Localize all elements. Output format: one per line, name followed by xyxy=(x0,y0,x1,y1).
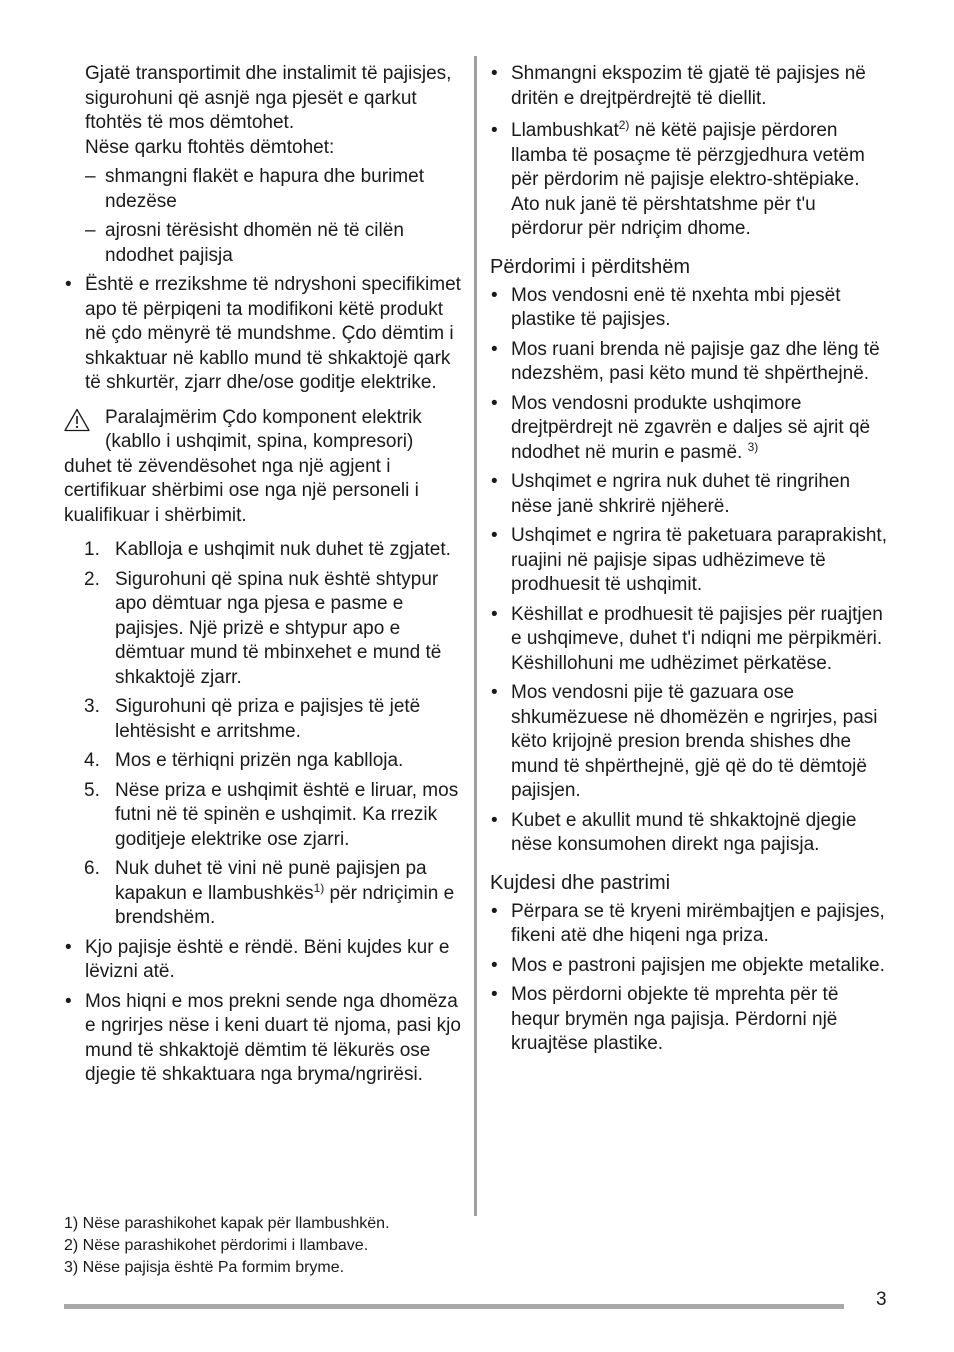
numbered-item xyxy=(64,779,462,853)
list-item xyxy=(64,990,462,1088)
list-item xyxy=(64,165,462,214)
item-text: Mos e tërhiqni prizën nga kablloja. xyxy=(115,750,404,771)
bullet-marker: • xyxy=(491,63,498,84)
bullet-list xyxy=(490,284,888,858)
warning-text-rest: duhet të zëvendësohet nga një agjent i certifikuar shërbimi ose nga një personeli i kualifikuar i shërbimit. xyxy=(64,455,419,526)
footnote: 2) Nëse parashikohet përdorimi i llambave. xyxy=(64,1237,369,1254)
right-column xyxy=(490,62,888,1057)
list-item-text: Mos vendosni pije të gazuara ose shkumëzuese në dhomëzën e ngrirjes, pasi këto krijojnë presion brenda shishes dhe mund të shpërthejnë, gjë që do të dëmtojë pajisjen. xyxy=(511,682,878,801)
footnote-ref: 2) xyxy=(618,118,630,132)
list-item xyxy=(490,900,888,949)
bullet-marker: • xyxy=(491,809,498,831)
numbered-item xyxy=(64,857,462,931)
column-divider xyxy=(474,56,477,1216)
intro-paragraph: Gjatë transportimit dhe instalimit të pajisjes, sigurohuni që asnjë nga pjesët e qarkut ftohtës të mos dëmtohet. xyxy=(85,63,452,133)
list-item-text: Mos e pastroni pajisjen me objekte metalike. xyxy=(511,954,885,976)
bullet-marker: • xyxy=(65,274,72,295)
numbered-item xyxy=(64,695,462,744)
list-item-text-end: në këtë pajisje përdoren llamba të posaçme të përzgjedhura vetëm për përdorim në pajisje elektro-shtëpiake. Ato nuk janë të përshtatshme për t'u përdorur për ndriçim dhome. xyxy=(511,120,865,239)
item-number: 5. xyxy=(84,779,100,801)
footnote-ref: 3) xyxy=(747,439,759,454)
list-item xyxy=(490,983,888,1057)
list-item-text: Kubet e akullit mund të shkaktojnë djegie nëse konsumohen direkt nga pajisja. xyxy=(511,809,857,855)
list-item xyxy=(490,392,888,466)
left-column xyxy=(64,62,462,1088)
list-item xyxy=(490,470,888,519)
warning-triangle-icon xyxy=(64,408,90,432)
list-item xyxy=(490,338,888,387)
section-heading-care-cleaning: Kujdesi dhe pastrimi xyxy=(490,871,671,894)
list-item-text: Ushqimet e ngrira nuk duhet të ringrihen nëse janë shkrirë njëherë. xyxy=(511,471,851,517)
bullet-marker: • xyxy=(491,338,498,360)
item-text: Sigurohuni që spina nuk është shtypur apo dëmtuar nga pjesa e pasme e pajisjes. Një prizë e shtypur apo e dëmtuar mund të mbinxehet e mund të shkaktojë zjarr. xyxy=(115,568,442,688)
item-number: 3. xyxy=(84,696,100,717)
dash-marker: – xyxy=(85,220,96,241)
item-text: Sigurohuni që priza e pajisjes të jetë lehtësisht e arritshme. xyxy=(115,696,421,742)
list-item-text: Mos ruani brenda në pajisje gaz dhe lëng të ndezshëm, pasi këto mund të shpërthejnë. xyxy=(511,338,880,384)
list-item xyxy=(490,524,888,598)
list-item-text: Është e rrezikshme të ndryshoni specifikimet apo të përpiqeni ta modifikoni këtë produkt në çdo mënyrë të mundshme. Çdo dëmtim i shkaktuar në kabllo mund të shkaktojë qark të shkurtër, zjarr dhe/ose goditje elektrike. xyxy=(85,274,461,393)
list-item xyxy=(490,284,888,333)
intro-block xyxy=(64,62,462,160)
item-number: 2. xyxy=(84,568,100,590)
list-item xyxy=(490,119,888,242)
warning-text: Çdo komponent elektrik (kabllo i ushqimit, spina, kompresori) xyxy=(105,406,422,452)
page-number: 3 xyxy=(876,1289,887,1310)
intro-condition: Nëse qarku ftohtës dëmtohet: xyxy=(85,136,335,158)
item-number: 6. xyxy=(84,858,100,879)
dash-list xyxy=(64,165,462,268)
bullet-marker: • xyxy=(491,120,498,141)
dash-marker: – xyxy=(85,166,96,187)
item-text: Nëse priza e ushqimit është e liruar, mos futni në të spinën e ushqimit. Ka rrezik goditjeje elektrike ose zjarri. xyxy=(115,779,459,850)
bullet-marker: • xyxy=(491,984,498,1005)
list-item-text: Mos hiqni e mos prekni sende nga dhomëza e ngrirjes nëse i keni duart të njoma, pasi kjo mund të shkaktojë dëmtim të lëkurës ose djegie të shkaktuara nga bryma/ngrirësi. xyxy=(85,990,461,1085)
list-item-text: Ushqimet e ngrira të paketuara paraprakisht, ruajini në pajisje sipas udhëzimeve të prodhuesit të ushqimit. xyxy=(511,525,887,595)
list-item xyxy=(490,603,888,677)
warning-head xyxy=(64,406,462,455)
list-item-text: Këshillat e prodhuesit të pajisjes për ruajtjen e ushqimeve, duhet t'i ndiqni me përpikmëri. Këshillohuni me udhëzimet përkatëse. xyxy=(511,603,883,674)
footnote-ref: 1) xyxy=(313,880,325,895)
numbered-item xyxy=(64,568,462,691)
list-item xyxy=(64,936,462,985)
bullet-marker: • xyxy=(491,603,498,625)
footnote: 3) Nëse pajisja është Pa formim bryme. xyxy=(64,1259,345,1276)
list-item xyxy=(490,809,888,858)
item-number: 4. xyxy=(84,750,100,771)
list-item xyxy=(64,219,462,268)
bullet-marker: • xyxy=(491,954,498,976)
numbered-list xyxy=(64,538,462,931)
bullet-marker: • xyxy=(491,471,498,492)
warning-block xyxy=(64,406,462,529)
list-item-text: Shmangni ekspozim të gjatë të pajisjes në dritën e drejtpërdrejtë të diellit. xyxy=(511,63,866,109)
list-item xyxy=(490,62,888,111)
list-item-text: Përpara se të kryeni mirëmbajtjen e pajisjes, fikeni atë dhe hiqeni nga priza. xyxy=(511,900,885,946)
bullet-marker: • xyxy=(65,990,72,1012)
numbered-item xyxy=(64,749,462,774)
bullet-marker: • xyxy=(491,682,498,703)
numbered-item xyxy=(64,538,462,563)
list-item-text: Mos përdorni objekte të mprehta për të hequr brymën nga pajisja. Përdorni një kruajtëse plastike. xyxy=(511,984,839,1054)
item-text: Nuk duhet të vini në punë pajisjen pa kapakun e llambushkës xyxy=(115,858,427,904)
bullet-list xyxy=(490,900,888,1057)
section-heading-daily-use: Përdorimi i përditshëm xyxy=(490,255,691,278)
item-text-end: për ndriçimin e brendshëm. xyxy=(115,882,455,928)
list-item xyxy=(490,681,888,804)
bullet-list xyxy=(64,273,462,396)
bullet-marker: • xyxy=(491,525,498,546)
list-item-text: ajrosni tërësisht dhomën në të cilën ndodhet pajisja xyxy=(105,220,404,266)
list-item-text: Kjo pajisje është e rëndë. Bëni kujdes kur e lëvizni atë. xyxy=(85,936,450,982)
footer-rule xyxy=(64,1304,844,1309)
bullet-marker: • xyxy=(65,936,72,958)
item-number: 1. xyxy=(84,539,100,560)
list-item-text: Llambushkat xyxy=(511,120,619,141)
footnote: 1) Nëse parashikohet kapak për llambushkën. xyxy=(64,1215,390,1232)
list-item-text: Mos vendosni produkte ushqimore drejtpërdrejt në zgavrën e daljes së ajrit që ndodhet në murin e pasmë. xyxy=(511,392,871,463)
bullet-marker: • xyxy=(491,900,498,922)
item-text: Kablloja e ushqimit nuk duhet të zgjatet. xyxy=(115,539,451,560)
list-item-text: Mos vendosni enë të nxehta mbi pjesët plastike të pajisjes. xyxy=(511,284,841,330)
bullet-marker: • xyxy=(491,392,498,414)
list-item xyxy=(64,273,462,396)
footnotes xyxy=(64,1213,390,1279)
bullet-list xyxy=(64,936,462,1088)
list-item-text: shmangni flakët e hapura dhe burimet ndezëse xyxy=(105,166,424,212)
bullet-list xyxy=(490,62,888,242)
bullet-marker: • xyxy=(491,284,498,306)
warning-label: Paralajmërim xyxy=(105,406,217,428)
list-item xyxy=(490,954,888,979)
